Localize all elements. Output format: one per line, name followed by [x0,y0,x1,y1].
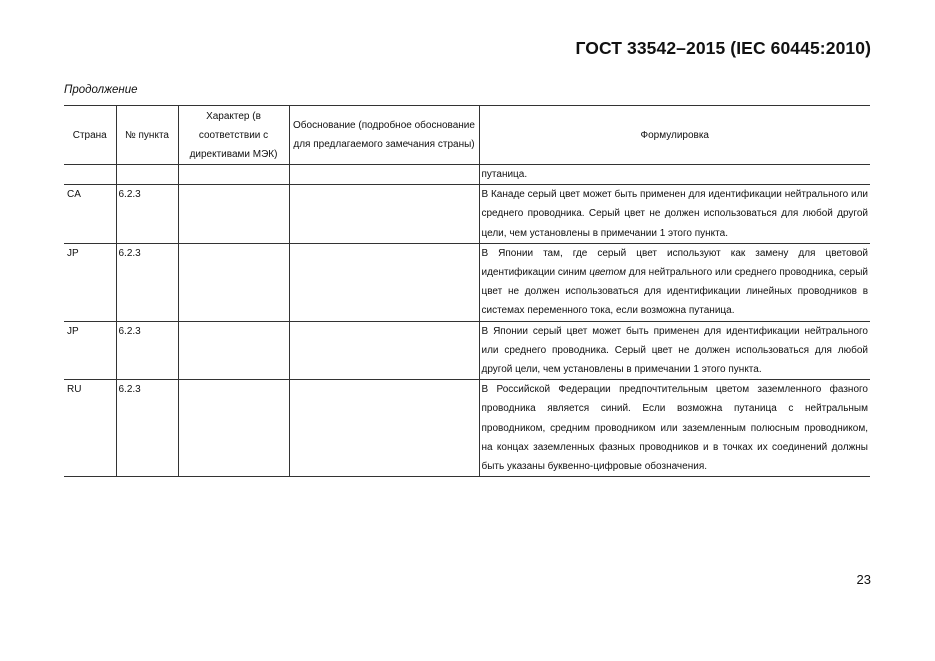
cell-wording [479,243,870,321]
cell-nature [178,321,289,380]
cell-clause: 6.2.3 [116,321,178,380]
table-row [64,165,870,185]
table-row [64,380,870,477]
cell-country: JP [64,321,116,380]
comments-table [64,105,870,477]
cell-justification [289,243,479,321]
document-header: ГОСТ 33542–2015 (IEC 60445:2010) [575,38,871,58]
page-number: 23 [856,572,871,587]
cell-nature [178,185,289,244]
cell-country: CA [64,185,116,244]
cell-country: JP [64,243,116,321]
wording-text: для нейтрального или среднего проводника, серый цвет не должен использоваться для идентификации линейных проводников в системах переменного тока, если возможна путаница. [481,267,869,317]
wording-emphasis: цветом [589,267,627,279]
cell-justification [289,321,479,380]
column-header-country: Страна [64,106,116,165]
table-row [64,321,870,380]
cell-clause: 6.2.3 [116,380,178,477]
column-header-nature: Характер (в соответствии с директивами МЭК) [178,106,289,165]
cell-nature [178,165,289,185]
column-header-justification: Обоснование (подробное обоснование для предлагаемого замечания страны) [289,106,479,165]
cell-clause: 6.2.3 [116,185,178,244]
table-header-row [64,106,870,165]
cell-clause [116,165,178,185]
column-header-clause: № пункта [116,106,178,165]
cell-nature [178,380,289,477]
cell-clause: 6.2.3 [116,243,178,321]
table-row [64,243,870,321]
cell-wording: путаница. [479,165,870,185]
column-header-wording: Формулировка [479,106,870,165]
cell-nature [178,243,289,321]
wording-text: В Японии там, где серый цвет используют как замену для цветовой идентификации синим [481,247,868,279]
cell-country: RU [64,380,116,477]
continuation-label: Продолжение [64,84,138,96]
cell-justification [289,165,479,185]
cell-justification [289,185,479,244]
cell-wording: В Канаде серый цвет может быть применен для идентификации нейтрального или среднего проводника. Серый цвет не должен использоваться для любой другой цели, чем установлены в примечании 1 этого пункта. [479,185,870,244]
table-row [64,185,870,244]
cell-country [64,165,116,185]
cell-wording: В Российской Федерации предпочтительным цветом заземленного фазного проводника является синий. Если возможна путаница с нейтральным проводником, средним проводником или заземленным полюсным проводником, на концах заземленных фазных проводников и в точках их соединений должны быть указаны буквенно-цифровые обозначения. [479,380,870,477]
cell-wording: В Японии серый цвет может быть применен для идентификации нейтрального или среднего проводника. Серый цвет не должен использоваться для любой другой цели, чем установлены в примечании 1 этого пункта. [479,321,870,380]
cell-justification [289,380,479,477]
